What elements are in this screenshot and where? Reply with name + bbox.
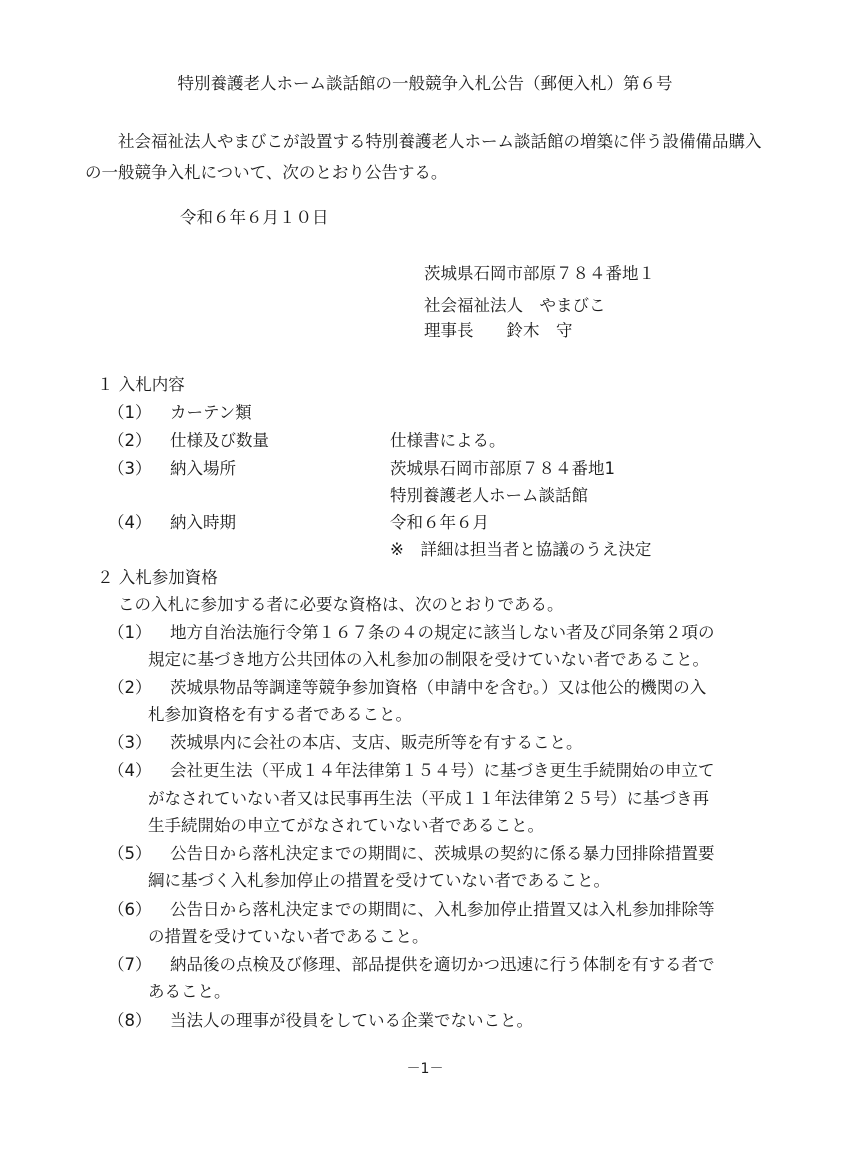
condition-text: 札参加資格を有する者であること。 [148,705,412,724]
condition-text: 当法人の理事が役員をしている企業でないこと。 [170,1011,533,1030]
condition-text: 公告日から落札決定までの期間に、茨城県の契約に係る暴力団排除措置要 [170,844,715,863]
item-number: （3） [108,459,152,478]
section-lead: この入札に参加する者に必要な資格は、次のとおりである。 [118,595,564,614]
condition-text: 茨城県内に会社の本店、支店、販売所等を有すること。 [170,733,583,752]
condition-text: の措置を受けていない者であること。 [148,927,429,946]
condition-text: 公告日から落札決定までの期間に、入札参加停止措置又は入札参加排除等 [170,900,715,919]
condition-number: （4） [108,761,152,780]
page-number: －1－ [406,1061,444,1077]
condition-text: 会社更生法（平成１４年法律第１５４号）に基づき更生手続開始の申立て [170,761,715,780]
condition-text: あること。 [148,982,231,1001]
document-title: 特別養護老人ホーム談話館の一般競争入札公告（郵便入札）第６号 [177,74,673,93]
section-heading: １ 入札内容 [97,375,185,394]
condition-number: （2） [108,678,152,697]
condition-text: がなされていない者又は民事再生法（平成１１年法律第２５号）に基づき再 [148,789,709,808]
condition-number: （7） [108,955,152,974]
item-number: （1） [108,403,152,422]
condition-text: 納品後の点検及び修理、部品提供を適切かつ迅速に行う体制を有する者で [170,955,715,974]
issuer-organization: 社会福祉法人 やまびこ [424,296,606,315]
item-number: （4） [108,513,152,532]
condition-text: 規定に基づき地方公共団体の入札参加の制限を受けていない者であること。 [148,650,709,669]
condition-text: 生手続開始の申立てがなされていない者であること。 [148,816,544,835]
condition-text: 地方自治法施行令第１６７条の４の規定に該当しない者及び同条第２項の [170,623,715,642]
section-heading: ２ 入札参加資格 [97,568,218,587]
condition-number: （5） [108,844,152,863]
intro-paragraph: 社会福祉法人やまびこが設置する特別養護老人ホーム談話館の増築に伴う設備備品購入の一般競争入札について、次のとおり公告する。 [85,132,762,182]
item-value-line2: 特別養護老人ホーム談話館 [390,486,588,505]
item-number: （2） [108,431,152,450]
item-label: 納入場所 [170,459,236,478]
condition-number: （1） [108,623,152,642]
condition-number: （6） [108,900,152,919]
issuer-address: 茨城県石岡市部原７８４番地１ [424,264,655,283]
item-value: 茨城県石岡市部原７８４番地1 [390,459,615,478]
condition-number: （3） [108,733,152,752]
announcement-date: 令和６年６月１０日 [180,208,329,227]
condition-number: （8） [108,1011,152,1030]
item-label: 仕様及び数量 [170,431,269,450]
item-note: ※ 詳細は担当者と協議のうえ決定 [390,540,652,559]
item-label: カーテン類 [170,403,252,422]
condition-text: 綱に基づく入札参加停止の措置を受けていない者であること。 [148,871,610,890]
issuer-representative: 理事長 鈴木 守 [424,321,573,340]
item-label: 納入時期 [170,513,236,532]
item-value: 令和６年６月 [390,513,489,532]
item-value: 仕様書による。 [390,431,506,450]
condition-text: 茨城県物品等調達等競争参加資格（申請中を含む。）又は他公的機関の入 [170,678,707,697]
